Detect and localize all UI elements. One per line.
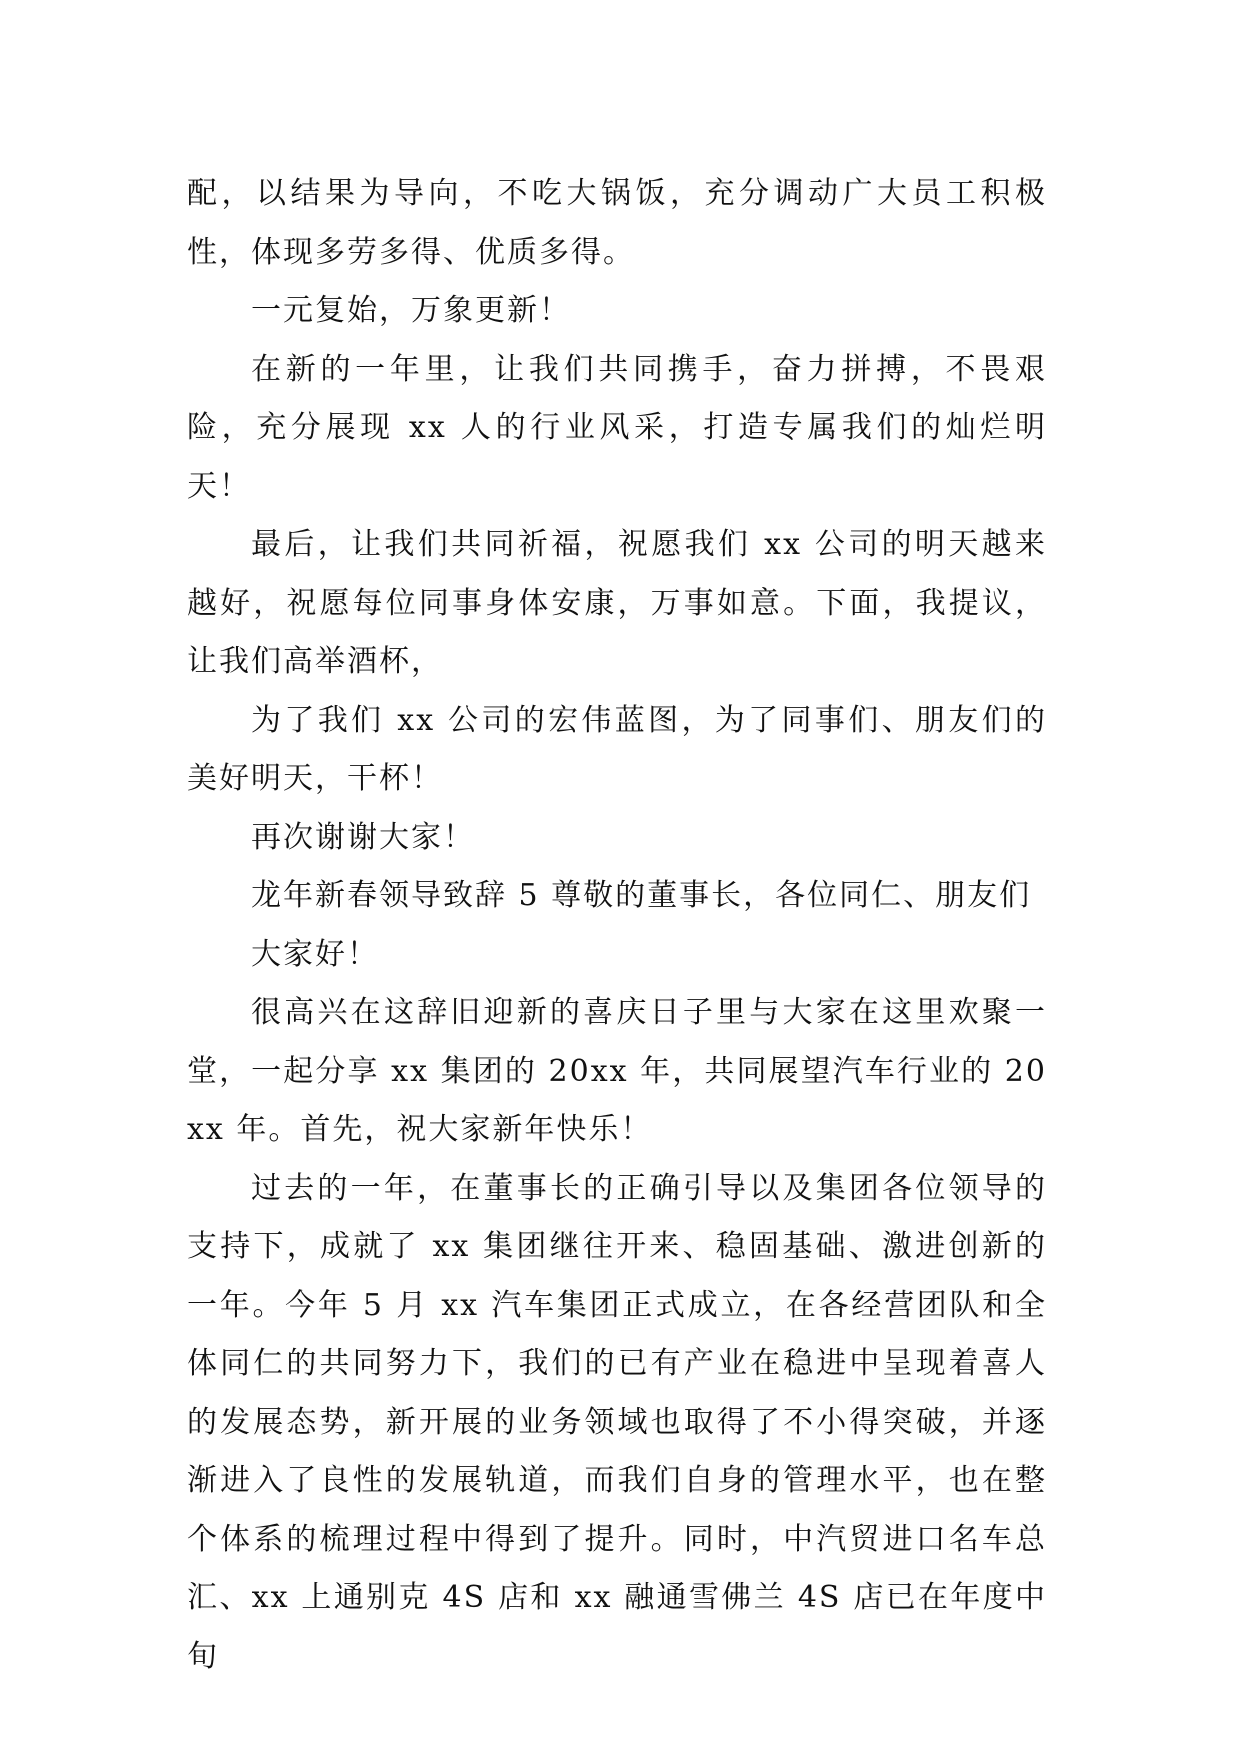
- paragraph: 大家好！: [251, 936, 379, 972]
- paragraph: 最后，让我们共同祈福，祝愿我们 xx 公司的明天越来越好，祝愿每位同事身体安康，万事如意。下面，我提议，让我们高举酒杯，: [187, 527, 1047, 679]
- paragraph: 一元复始，万象更新！: [251, 293, 571, 328]
- paragraph: 再次谢谢大家！: [251, 819, 475, 855]
- document-body: [187, 165, 1047, 1686]
- paragraph: 很高兴在这辞旧迎新的喜庆日子里与大家在这里欢聚一堂，一起分享 xx 集团的 20xx 年，共同展望汽车行业的 20xx 年。首先，祝大家新年快乐！: [187, 995, 1047, 1147]
- paragraph: 配，以结果为导向，不吃大锅饭，充分调动广大员工积极性，体现多劳多得、优质多得。: [187, 176, 1047, 270]
- paragraph: 为了我们 xx 公司的宏伟蓝图，为了同事们、朋友们的美好明天，干杯！: [187, 702, 1047, 796]
- paragraph: 过去的一年，在董事长的正确引导以及集团各位领导的支持下，成就了 xx 集团继往开来、稳固基础、激进创新的一年。今年 5 月 xx 汽车集团正式成立，在各经营团队和全体同仁的共同努力下，我们的已有产业在稳进中呈现着喜人的发展态势，新开展的业务领域也取得了不小得突破，并逐渐进入了良性的发展轨道，而我们自身的管理水平，也在整个体系的梳理过程中得到了提升。同时，中汽贸进口名车总汇、xx 上通别克 4S 店和 xx 融通雪佛兰 4S 店已在年度中旬: [187, 1170, 1047, 1674]
- paragraph: 龙年新春领导致辞 5 尊敬的董事长，各位同仁、朋友们: [251, 878, 1032, 913]
- paragraph: 在新的一年里，让我们共同携手，奋力拼搏，不畏艰险，充分展现 xx 人的行业风采，打造专属我们的灿烂明天！: [187, 351, 1047, 504]
